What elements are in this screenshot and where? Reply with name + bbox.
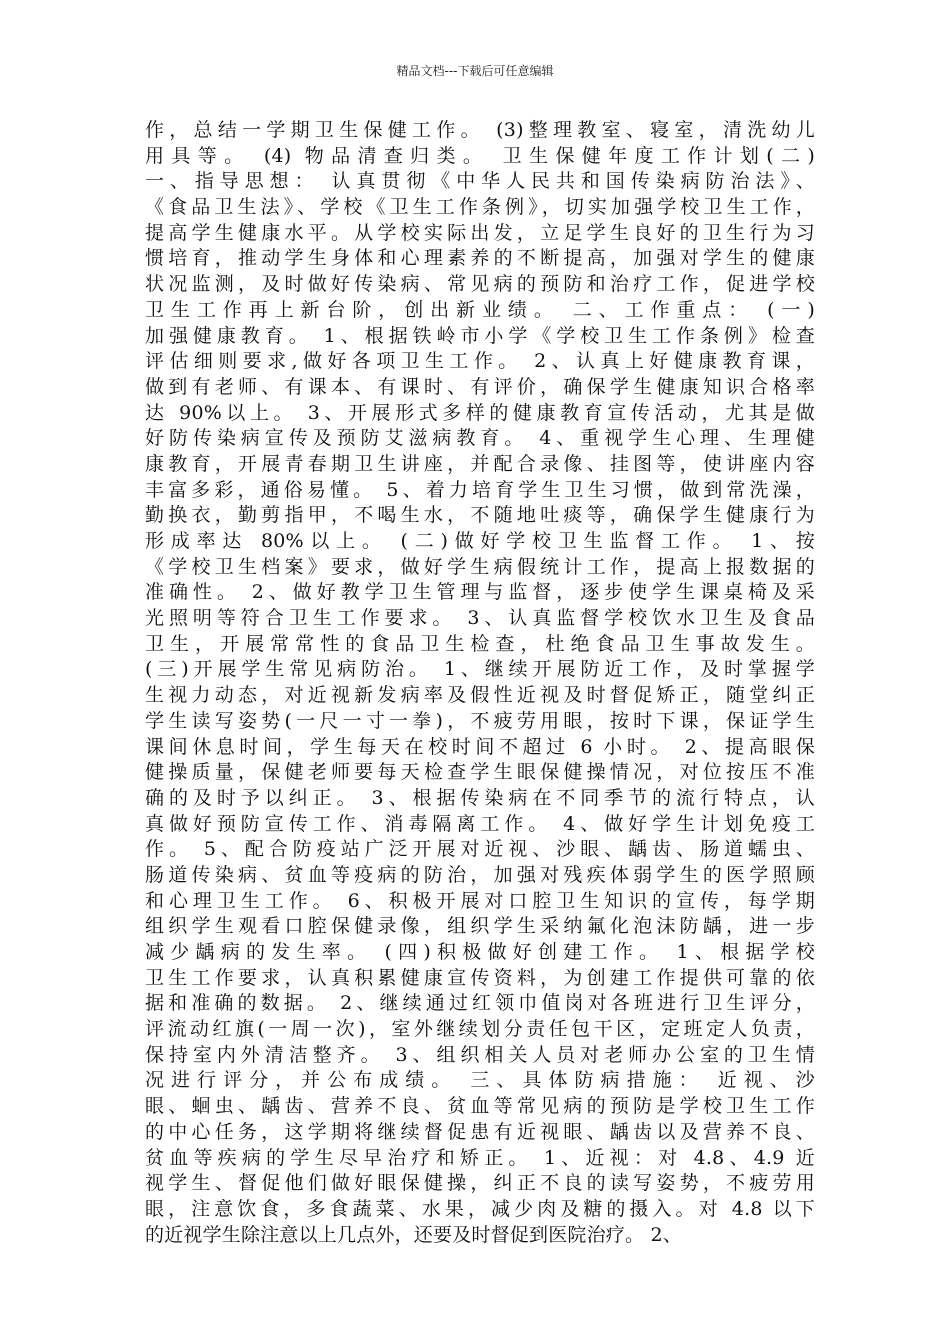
text-line: 评流动红旗(一周一次)，室外继续划分责任包干区，定班定人负责， [145,1018,815,1041]
text-line: 保持室内外清洁整齐。 3、组织相关人员对老师办公室的卫生情 [145,1043,815,1066]
text-line: 达 90%以上。 3、开展形式多样的健康教育宣传活动，尤其是做 [145,401,815,424]
text-line: 卫生工作要求，认真积累健康宣传资料，为创建工作提供可靠的依 [145,966,815,989]
text-line: 提高学生健康水平。从学校实际出发，立足学生良好的卫生行为习 [145,221,815,244]
text-line: 组织学生观看口腔保健录像，组织学生采纳氟化泡沫防龋，进一步 [145,915,815,938]
text-line: 卫生，开展常常性的食品卫生检查，杜绝食品卫生事故发生。 [145,632,815,655]
text-line: 眼，注意饮食，多食蔬菜、水果，减少肉及糖的摄入。对 4.8 以下 [145,1197,815,1220]
text-line: 勤换衣，勤剪指甲，不喝生水，不随地吐痰等，确保学生健康行为 [145,504,815,527]
text-line: 肠道传染病、贫血等疫病的防治，加强对残疾体弱学生的医学照顾 [145,863,815,886]
text-line: 状况监测，及时做好传染病、常见病的预防和治疗工作，促进学校 [145,273,815,296]
text-line: 健操质量，保健老师要每天检查学生眼保健操情况，对位按压不准 [145,761,815,784]
text-line: 课间休息时间，学生每天在校时间不超过 6 小时。 2、提高眼保 [145,735,815,758]
text-line: 丰富多彩，通俗易懂。 5、着力培育学生卫生习惯，做到常洗澡， [145,478,815,501]
body-text [145,118,815,1248]
text-line: 《食品卫生法》、学校《卫生工作条例》，切实加强学校卫生工作， [145,196,815,219]
text-line: 《学校卫生档案》要求，做好学生病假统计工作，提高上报数据的 [145,555,815,578]
text-line: 评估细则要求,做好各项卫生工作。 2、认真上好健康教育课， [145,350,815,373]
text-line: 的中心任务，这学期将继续督促患有近视眼、龋齿以及营养不良、 [145,1120,815,1143]
text-line: 确的及时予以纠正。 3、根据传染病在不同季节的流行特点，认 [145,786,815,809]
text-line: 减少龋病的发生率。 (四)积极做好创建工作。 1、根据学校 [145,941,815,963]
text-line: 真做好预防宣传工作、消毒隔离工作。 4、做好学生计划免疫工 [145,812,815,835]
page-header: 精品文档---下载后可任意编辑 [396,64,554,78]
text-line: 加强健康教育。 1、根据铁岭市小学《学校卫生工作条例》检查 [145,324,815,347]
text-line: 做到有老师、有课本、有课时、有评价，确保学生健康知识合格率 [145,375,815,398]
text-line: 视学生、督促他们做好眼保健操，纠正不良的读写姿势，不疲劳用 [145,1172,815,1195]
text-line: 作。 5、配合防疫站广泛开展对近视、沙眼、龋齿、肠道蠕虫、 [145,838,815,861]
text-line: 惯培育，推动学生身体和心理素养的不断提高，加强对学生的健康 [145,247,815,270]
text-line: 一、指导思想： 认真贯彻《中华人民共和国传染病防治法》、 [145,170,815,193]
text-line: 用具等。 (4) 物品清查归类。 卫生保健年度工作计划(二) [145,144,815,167]
text-line: 和心理卫生工作。 6、积极开展对口腔卫生知识的宣传，每学期 [145,889,815,912]
text-line: 形成率达 80%以上。 (二)做好学校卫生监督工作。 1、按 [145,530,815,552]
text-line: 作，总结一学期卫生保健工作。 (3)整理教室、寝室，清洗幼儿 [145,119,815,141]
text-line: 好防传染病宣传及预防艾滋病教育。 4、重视学生心理、生理健 [145,427,815,450]
text-line: 学生读写姿势(一尺一寸一拳)，不疲劳用眼，按时下课，保证学生 [145,709,815,732]
text-line: 准确性。 2、做好教学卫生管理与监督，逐步使学生课桌椅及采 [145,581,815,604]
text-line: 眼、蛔虫、龋齿、营养不良、贫血等常见病的预防是学校卫生工作 [145,1095,815,1118]
text-line: (三)开展学生常见病防治。 1、继续开展防近工作，及时掌握学 [145,658,815,681]
text-line: 康教育，开展青春期卫生讲座，并配合录像、挂图等，使讲座内容 [145,452,815,475]
text-line: 况进行评分，并公布成绩。 三、具体防病措施： 近视、沙 [145,1069,815,1092]
text-line: 光照明等符合卫生工作要求。 3、认真监督学校饮水卫生及食品 [145,607,815,630]
text-line: 贫血等疾病的学生尽早治疗和矫正。 1、近视：对 4.8、4.9 近 [145,1146,815,1169]
text-line: 卫生工作再上新台阶，创出新业绩。 二、工作重点： (一) [145,298,815,321]
text-line: 生视力动态，对近视新发病率及假性近视及时督促矫正，随堂纠正 [145,684,815,707]
text-line: 据和准确的数据。 2、继续通过红领巾值岗对各班进行卫生评分， [145,992,815,1015]
text-line: 的近视学生除注意以上几点外，还要及时督促到医院治疗。 2、 [145,1223,682,1246]
